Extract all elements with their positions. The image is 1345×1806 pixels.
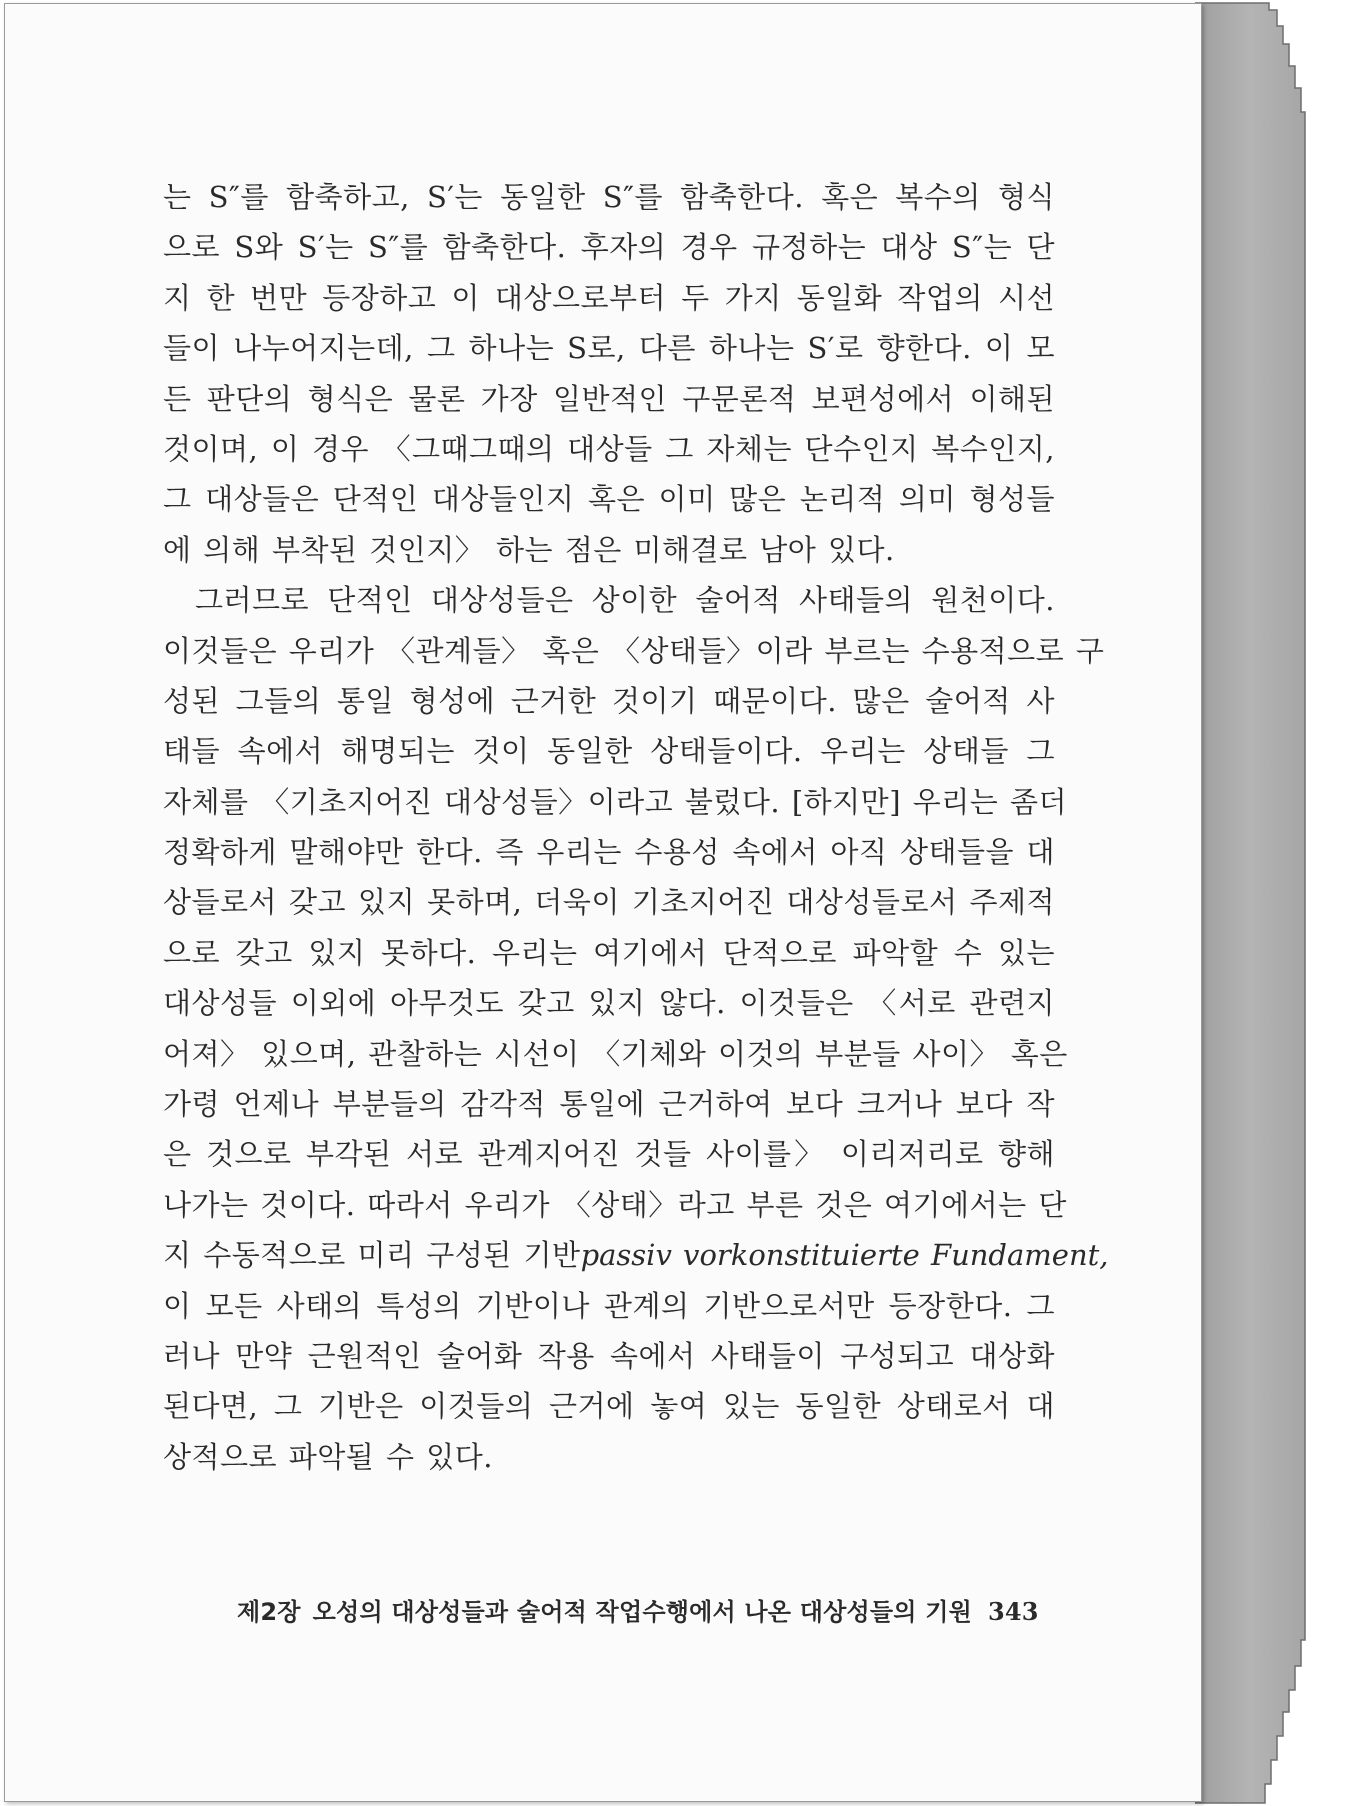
text-line-with-term <box>163 1230 1109 1280</box>
text-line: 이 모든 사태의 특성의 기반이나 관계의 기반으로서만 등장한다. 그 <box>163 1288 1055 1323</box>
book-spine <box>1195 0 1340 1806</box>
running-footer <box>237 1592 1039 1627</box>
body-text <box>163 172 1109 1482</box>
text-segment: 지 수동적으로 미리 구성된 기반 <box>163 1238 581 1273</box>
text-line: 어져〉 있으며, 관찰하는 시선이 〈기체와 이것의 부분들 사이〉 혹은 <box>163 1036 1068 1071</box>
text-line: 은 것으로 부각된 서로 관계지어진 것들 사이를〉 이리저리로 향해 <box>163 1137 1055 1172</box>
text-line: 나가는 것이다. 따라서 우리가 〈상태〉라고 부른 것은 여기에서는 단 <box>163 1187 1067 1222</box>
text-line: 된다면, 그 기반은 이것들의 근거에 놓여 있는 동일한 상태로서 대 <box>163 1389 1055 1424</box>
text-line: 것이며, 이 경우 〈그때그때의 대상들 그 자체는 단수인지 복수인지, <box>163 431 1055 466</box>
text-line: 가령 언제나 부분들의 감각적 통일에 근거하여 보다 크거나 보다 작 <box>163 1087 1055 1122</box>
text-line: 으로 갖고 있지 못하다. 우리는 여기에서 단적으로 파악할 수 있는 <box>163 935 1055 970</box>
text-line: 으로 S와 S′는 S″를 함축한다. 후자의 경우 규정하는 대상 S″는 단 <box>163 230 1055 265</box>
book-page <box>4 3 1202 1802</box>
text-line: 지 한 번만 등장하고 이 대상으로부터 두 가지 동일화 작업의 시선 <box>163 280 1055 315</box>
chapter-label: 제2장 <box>237 1598 301 1626</box>
page-number: 343 <box>988 1597 1039 1626</box>
text-line: 상들로서 갖고 있지 못하며, 더욱이 기초지어진 대상성들로서 주제적 <box>163 885 1055 920</box>
text-line: 정확하게 말해야만 한다. 즉 우리는 수용성 속에서 아직 상태들을 대 <box>163 835 1055 870</box>
text-line: 는 S″를 함축하고, S′는 동일한 S″를 함축한다. 혹은 복수의 형식 <box>163 180 1055 214</box>
paragraph-first-line: 그러므로 단적인 대상성들은 상이한 술어적 사태들의 원천이다. <box>195 583 1055 618</box>
text-line: 든 판단의 형식은 물론 가장 일반적인 구문론적 보편성에서 이해된 <box>163 381 1055 416</box>
text-line: 에 의해 부착된 것인지〉 하는 점은 미해결로 남아 있다. <box>163 532 895 567</box>
chapter-title: 오성의 대상성들과 술어적 작업수행에서 나온 대상성들의 기원 <box>312 1598 972 1626</box>
text-line: 들이 나누어지는데, 그 하나는 S로, 다른 하나는 S′로 향한다. 이 모 <box>163 331 1055 366</box>
text-line: 상적으로 파악될 수 있다. <box>163 1439 494 1474</box>
text-line: 성된 그들의 통일 형성에 근거한 것이기 때문이다. 많은 술어적 사 <box>163 683 1055 718</box>
text-line: 태들 속에서 해명되는 것이 동일한 상태들이다. 우리는 상태들 그 <box>163 734 1055 769</box>
text-line: 대상성들 이외에 아무것도 갖고 있지 않다. 이것들은 〈서로 관련지 <box>163 986 1055 1021</box>
text-line: 러나 만약 근원적인 술어화 작용 속에서 사태들이 구성되고 대상화 <box>163 1338 1055 1373</box>
text-line: 자체를 〈기초지어진 대상성들〉이라고 불렀다. [하지만] 우리는 좀더 <box>163 784 1068 819</box>
text-line: 이것들은 우리가 〈관계들〉 혹은 〈상태들〉이라 부르는 수용적으로 구 <box>163 633 1105 668</box>
text-line: 그 대상들은 단적인 대상들인지 혹은 이미 많은 논리적 의미 형성들 <box>163 482 1055 517</box>
german-term: passiv vorkonstituierte Fundament, <box>580 1238 1109 1273</box>
